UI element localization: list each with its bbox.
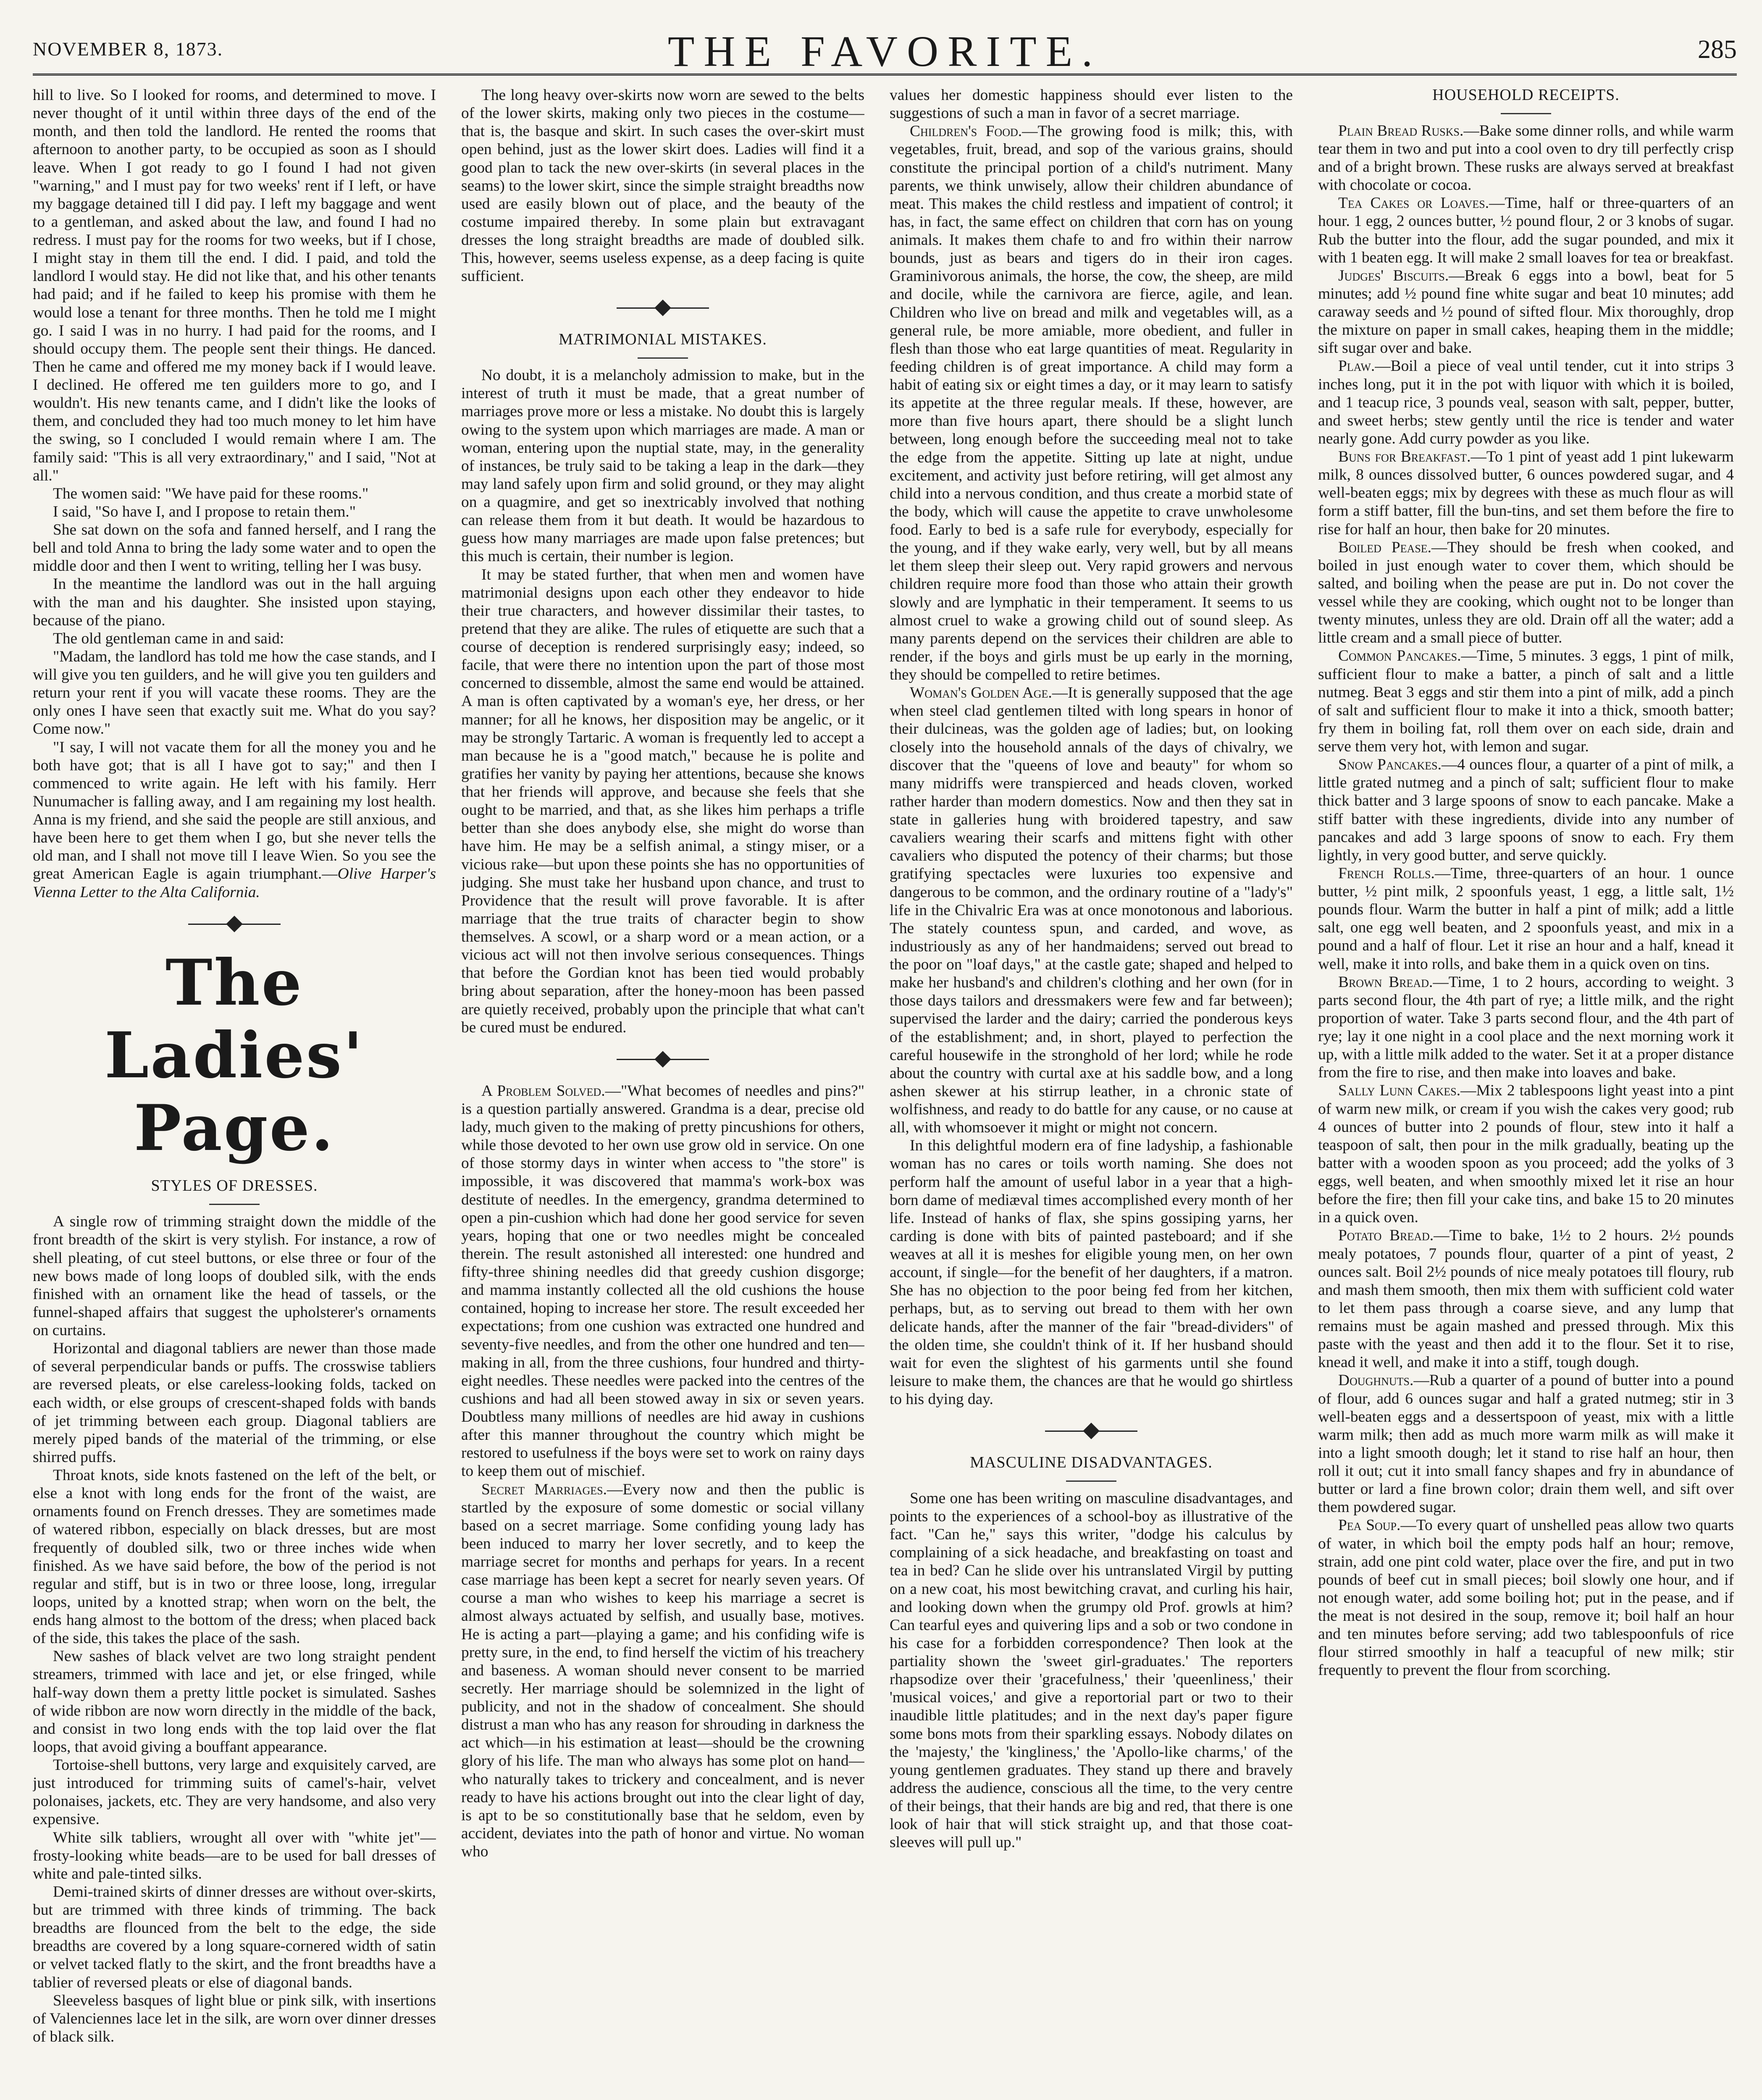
section-rule <box>209 1204 260 1205</box>
recipe-text: —Boil a piece of veal until tender, cut it into strips 3 inches long, put it in the pot with liquor with which it is boiled, and 1 teacup rice, 3 pounds veal, season with salt, pepper, butter, and sweet herbs; stew gently until the rice is tender and water nearly gone. Add curry powder as you like. <box>1318 357 1734 447</box>
styles-paragraph: A single row of trimming straight down the middle of the front breadth of the skirt is very stylish. For instance, a row of shell pleating, of cut steel buttons, or else three or four of the new bows made of long loops of doubled silk, with the ends finished with an ornament like the head of tassels, or the funnel-shaped affairs that suggest the upholsterer's ornaments on curtains. <box>33 1213 436 1339</box>
secret-text: —Every now and then the public is startled by the exposure of some domestic or social villany based on a secret marriage. Some confiding young lady has been induced to marry her lover secretly, and to keep the marriage secret for months and perhaps for years. In a recent case marriage has been kept a secret for nearly seven years. Of course a man who wishes to keep his marriage a secret is almost always actuated by selfish, and usually base, motives. He is acting a part—playing a game; and his confiding wife is pretty sure, in the end, to find herself the victim of his treachery and baseness. A woman should never consent to be married secretly. Her marriage should be solemnized in the light of publicity, and not in the shadow of concealment. She should distrust a man who has any reason for shrouding in darkness the act which—in his estimation at least—should be the crowning glory of his life. The man who always has some plot on hand—who naturally takes to trickery and concealment, and is never ready to have his actions brought out into the clear light of day, is apt to be so constitutionally base that he seldom, even by accident, deviates into the path of honor and virtue. No woman who <box>461 1480 864 1861</box>
recipe-text: —Rub a quarter of a pound of butter into a pound of flour, add 6 ounces sugar and half a grated nutmeg; stir in 3 well-beaten eggs and a dessertspoon of yeast, mix with a little warm milk; then add as much more warm milk as will make it into a light smooth dough; let it stand to rise half an hour, then roll it out; cut it into small fancy shapes and fry in abundance of butter or lard a fine brown color; drain them well, and sift over them powdered sugar. <box>1318 1372 1734 1516</box>
story-paragraph: The old gentleman came in and said: <box>53 630 284 647</box>
ladies-page-title: The Ladies' Page. <box>104 945 365 1165</box>
styles-paragraph: Sleeveless basques of light blue or pink silk, with insertions of Valenciennes lace let in the silk, are worn over dinner dresses of black silk. <box>33 1992 436 2045</box>
matrimonial-paragraph: It may be stated further, that when men and women have matrimonial designs upon each other they endeavor to hide their true characters, and however dissimilar their tastes, to pretend that they are alike. The rules of etiquette are such that a course of deception is rendered surprisingly easy; indeed, so facile, that were there no intention upon the part of those most concerned to dissemble, almost the same end would be attained. A man is often captivated by a woman's eye, her dress, or her manner; for all he knows, her disposition may be angelic, or it may be strongly Tartaric. A woman is frequently led to accept a man because he is a "good match," because he is polite and gratifies her vanity by paying her attentions, because she knows that her friends will approve, and because she feels that she ought to be married, and that, as she likes him perhaps a trifle better than she does anybody else, she might do worse than have him. He may be a selfish animal, a stingy miser, or a vicious rake—but upon these points she has no opportunities of judging. She must take her husband upon chance, and trust to Providence that the result will prove favorable. It is after marriage that the true traits of character begin to show themselves. A scowl, or a sharp word or a mean action, or a vicious act will not then involve serious consequences. Things that before the Gordian knot has been tied would probably bring about separation, after the honey-moon has been passed are quietly received, probably upon the principle that what can't be cured must be endured. <box>461 566 864 1036</box>
recipe-item <box>1318 647 1734 756</box>
recipe-text: —Time, half or three-quarters of an hour. 1 egg, 2 ounces butter, ½ pound flour, 2 or 3 knobs of sugar. Rub the butter into the flour, add the sugar pounded, and mix it with 1 beaten egg. It will make 2 small loaves for tea or breakfast. <box>1318 194 1734 266</box>
recipe-text: —Time, 5 minutes. 3 eggs, 1 pint of milk, sufficient flour to make a batter, a pinch of salt and a little nutmeg. Beat 3 eggs and stir them into a pint of milk, add a pinch of salt and sufficient flour to make it into a thick, smooth batter; fry them in boiling fat, roll them over on each side, drain and serve them very hot, with lemon and sugar. <box>1318 647 1734 756</box>
page-number: 285 <box>1698 35 1737 64</box>
section-ornament <box>617 1051 709 1068</box>
recipe-text: —To 1 pint of yeast add 1 pint lukewarm milk, 8 ounces dissolved butter, 6 ounces powdered sugar, and 4 well-beaten eggs; mix by degrees with these as much flour as will form a stiff batter, fill the bun-tins, and set them before the fire to rise for half an hour, then bake for 20 minutes. <box>1318 448 1734 538</box>
masculine-paragraph: Some one has been writing on masculine disadvantages, and points to the experiences of a school-boy as illustrative of the fact. "Can he," says this writer, "dodge his calculus by complaining of a sick headache, and breakfasting on toast and tea in bed? Can he slide over his untranslated Virgil by putting on a new coat, his most bewitching cravat, and curling his hair, and looking down when the grumpy old Prof. growls at him? Can tearful eyes and quivering lips and a sob or two condone in his case for a forbidden correspondence? Then look at the partiality shown the 'sweet girl-graduates.' The reporters rhapsodize over their 'gracefulness,' their 'queenliness,' their 'musical voices,' and give a reportorial part or two to their inaudible little platitudes; and in the next day's paper figure some bons mots from their sparkling essays. Nobody dilates on the 'majesty,' the 'kingliness,' the 'Apollo-like charms,' of the young gentlemen graduates. They stand up there and bravely address the audience, conscious all the time, to the very centre of their beings, that their hands are big and red, that there is one look of hair that will stick straight up, and that those coat-sleeves will pull up." <box>890 1489 1293 1851</box>
recipe-item <box>1318 973 1734 1082</box>
story-paragraph: The women said: "We have paid for these rooms." <box>53 485 369 502</box>
story-text: "I say, I will not vacate them for all the money you and he both have got; that is all I have got to say;" and then I commenced to write again. He left with his family. Herr Nunumacher is falling away, and I am regaining my lost health. Anna is my friend, and she said the people are still anxious, and have been here to get them when I go, but she never tells the old man, and I shall not move till I leave Wien. So you see the great American Eagle is again triumphant.— <box>33 738 436 883</box>
recipe-item <box>1318 122 1734 194</box>
recipe-item <box>1318 357 1734 448</box>
column-3 <box>890 86 1293 2100</box>
recipe-name: Plain Bread Rusks. <box>1338 122 1464 139</box>
styles-paragraph: White silk tabliers, wrought all over with "white jet"—frosty-looking white beads—are to be used for ball dresses of white and pale-tinted silks. <box>33 1829 436 1882</box>
section-title-styles: STYLES OF DRESSES. <box>151 1177 318 1195</box>
golden-text: —It is generally supposed that the age when steel clad gentlemen tilted with long spears in honor of their dulcineas, was the golden age of ladies; but, on looking closely into the household annals of the days of chivalry, we discover that the "queens of love and beauty" for whom so many midriffs were transpierced and heads cloven, worked rather harder than modern domestics. Now and then they sat in state in galleries hung with broidered tapestry, and saw cavaliers wearing their scarfs and mittens fight with other cavaliers who disputed the potency of their charms; but those gratifying spectacles were luxuries too expensive and dangerous to be common, and the ordinary routine of a "lady's" life in the Chivalric Era was at once monotonous and laborious. The stately countess spun, and carded, and wove, as industriously as any of her handmaidens; served out bread to the poor on "loaf days," at the castle gate; shaped and helped to make her husband's and children's clothing and her own (for in those days tailors and dressmakers were few and far between); supervised the larder and the dairy; carried the ponderous keys of the establishment; and, in short, played to perfection the careful housewife in the stronghold of her lord; while he rode about the country with curtal axe at his saddle bow, and a long ashen skewer at his stirrup leather, in a chronic state of wolfishness, and ready to do battle for any cause, or no cause at all, with whomsoever it might or might not concern. <box>890 684 1293 1137</box>
recipe-name: Buns for Breakfast. <box>1338 448 1471 466</box>
matrimonial-paragraph: No doubt, it is a melancholy admission to make, but in the interest of truth it must be made, that a great number of marriages prove more or less a mistake. No doubt this is largely owing to the system upon which marriages are made. A man or woman, entering upon the nuptial state, may, in the generality of instances, be truly said to be taking a leap in the dark—they may land safely upon firm and solid ground, or they may alight on a quagmire, and get so inextricably involved that nothing can release them from it but death. It would be hazardous to guess how many marriages are made upon false pretences; but this much is certain, their number is legion. <box>461 367 864 565</box>
section-title-household: HOUSEHOLD RECEIPTS. <box>1432 86 1620 104</box>
children-heading: Children's Food. <box>910 123 1022 140</box>
story-paragraph: "Madam, the landlord has told me how the case stands, and I will give you ten guilders, and he will give you ten guilders and return your rent if you will vacate these rooms. They are the only ones I have seen that exactly suit me. What do you say? Come now." <box>33 648 436 738</box>
story-paragraph: I said, "So have I, and I propose to retain them." <box>53 503 356 520</box>
recipe-text: —Bake some dinner rolls, and while warm tear them in two and put into a cool oven to dry till perfectly crisp and of a bright brown. These rusks are always served at breakfast with chocolate or cocoa. <box>1318 122 1734 194</box>
story-paragraph: hill to live. So I looked for rooms, and determined to move. I never thought of it until within three days of the end of the month, and then told the landlord. He rented the rooms that afternoon to another party, to be occupied as soon as I should leave. When I got ready to go I found I had not given "warning," and I must pay for two weeks' rent if I left, or have my baggage detained till I did pay. I left my baggage and went to a gentleman, and asked about the law, and found I had no redress. I must pay for the rooms for two weeks, but if I chose, I might stay in them till the end. I did. I paid, and told the landlord I would stay. He did not like that, and his other tenants had paid; and if he failed to keep his promise with them he would lose a tenant for three months. Then he told me I might go. I said I was in no hurry. I had paid for the rooms, and I should occupy them. The people sent their things. He danced. Then he came and offered me my money back if I would leave. I declined. He offered me ten guilders more to go, and I wouldn't. His new tenants came, and I didn't like the looks of them, and concluded they had too much money to let him have the swing, so I concluded I would remain where I am. The family said: "This is all very extraordinary," and I said, "Not at all." <box>33 87 436 484</box>
recipe-name: Common Pancakes. <box>1338 647 1461 665</box>
recipe-text: —Time, 1 to 2 hours, according to weight. 3 parts second flour, the 4th part of rye; a little milk, and the right proportion of water. Take 3 parts second flour, and the 4th part of rye; lay it one night in a cool place and the next morning work it up, with a little milk added to the water. Set it at a proper distance from the fire to rise, and then make into loaves and bake. <box>1318 973 1734 1082</box>
problem-heading: A Problem Solved. <box>481 1082 605 1100</box>
recipe-name: Brown Bread. <box>1338 973 1433 991</box>
recipe-item <box>1318 194 1734 267</box>
recipe-item <box>1318 1226 1734 1371</box>
recipe-text: —Break 6 eggs into a bowl, beat for 5 minutes; add ½ pound fine white sugar and beat 10 minutes; add caraway seeds and ½ pound of sifted flour. Mix thoroughly, drop the mixture on paper in small cakes, heaping them in the middle; sift sugar over and bake. <box>1318 267 1734 357</box>
story-paragraph: In the meantime the landlord was out in the hall arguing with the man and his daughter. She insisted upon staying, because of the piano. <box>33 575 436 629</box>
recipe-name: Boiled Pease. <box>1338 538 1432 556</box>
recipe-item <box>1318 756 1734 864</box>
recipe-name: Doughnuts. <box>1338 1372 1414 1389</box>
problem-text: —"What becomes of needles and pins?" is a question partially answered. Grandma is a dear, precise old lady, much given to the making of pretty pincushions for others, while those devoted to her own use grow old in service. On one of those stormy days in winter when access to "the store" is impossible, it was discovered that mamma's work-box was destitute of needles. In the emergency, grandma determined to open a pin-cushion which had done her good service for seven years, hoping that one or two needles might be concealed therein. The result astonished all interested: one hundred and fifty-three shining needles did that greedy cushion disgorge; and mamma instantly collected all the old cushions the house contained, hoping to increase her store. The result exceeded her expectations; from one cushion was extracted one hundred and seventy-five needles, and from the other one hundred and ten—making in all, from the three cushions, four hundred and thirty-eight needles. These needles were packed into the centres of the cushions and had all been stowed away in six or seven years. Doubtless many millions of needles are hid away in cushions after this manner throughout the country which might be restored to usefulness if the boys were set to work on rainy days to keep them out of mischief. <box>461 1082 864 1480</box>
section-ornament <box>1045 1423 1137 1439</box>
golden-heading: Woman's Golden Age. <box>910 684 1052 702</box>
section-ornament <box>617 299 709 316</box>
issue-date: NOVEMBER 8, 1873. <box>33 38 223 60</box>
recipe-list <box>1318 122 1734 1680</box>
column-2 <box>461 86 864 2100</box>
recipe-item <box>1318 864 1734 973</box>
recipe-text: —Time, three-quarters of an hour. 1 ounce butter, ½ pint milk, 2 spoonfuls yeast, 1 egg, a little salt, 1½ pounds flour. Warm the butter in half a pint of milk; add a little salt, one egg well beaten, and 2 spoonfuls yeast, and mix in a pound and a half of flour. Let it rise an hour and a half, knead it well, make it into rolls, and bake them in a quick oven on tins. <box>1318 864 1734 973</box>
golden-paragraph <box>890 684 1293 1137</box>
styles-paragraph: New sashes of black velvet are two long straight pendent streamers, trimmed with lace and jet, or else fringed, while half-way down them a pretty little pocket is simulated. Sashes of wide ribbon are now worn directly in the middle of the back, and consist in two long ends with the top laid over the flat loops, that avoid giving a bouffant appearance. <box>33 1648 436 1756</box>
column-4 <box>1318 86 1734 2100</box>
recipe-name: Judges' Biscuits. <box>1338 267 1449 284</box>
recipe-item <box>1318 538 1734 647</box>
recipe-text: —Mix 2 tablespoons light yeast into a pint of warm new milk, or cream if you wish the cakes very good; rub 4 ounces of butter into 2 pounds of flour, stew into it half a teaspoon of salt, then pour in the milk gradually, beating up the batter with a wooden spoon as you proceed; add the yolks of 3 eggs, well beaten, and when smoothly mixed let it rise an hour before the fire; then fill your cake tins, and bake 15 to 20 minutes in a quick oven. <box>1318 1082 1734 1226</box>
recipe-name: Snow Pancakes. <box>1338 756 1442 774</box>
recipe-item <box>1318 1082 1734 1226</box>
story-paragraph <box>33 738 436 901</box>
page-header <box>33 23 1737 76</box>
styles-paragraph: Tortoise-shell buttons, very large and exquisitely carved, are just introduced for trimming suits of camel's-hair, velvet polonaises, jackets, etc. They are very handsome, and also very expensive. <box>33 1756 436 1828</box>
recipe-name: French Rolls. <box>1338 864 1435 882</box>
section-rule <box>1501 113 1551 114</box>
secret-continued: values her domestic happiness should ever listen to the suggestions of such a man in favor of a secret marriage. <box>890 87 1293 122</box>
recipe-text: —Time to bake, 1½ to 2 hours. 2½ pounds mealy potatoes, 7 pounds flour, quarter of a pint of yeast, 2 ounces salt. Boil 2½ pounds of nice mealy potatoes till floury, rub and mash them smooth, then mix them with sufficient cold water to let them pass through a coarse sieve, and any lump that remains must be again mashed and pressed through. Mix this paste with the yeast and then add it to the flour. Set it to rise, knead it well, and make it into a stiff, tough dough. <box>1318 1227 1734 1371</box>
styles-paragraph: Demi-trained skirts of dinner dresses are without over-skirts, but are trimmed with three kinds of trimming. The back breadths are flounced from the belt to the edge, the side breadths are covered by a long square-cornered width of satin or velvet tacked flatly to the skirt, and the front breadths have a tablier of reversed pleats or else of diagonal bands. <box>33 1883 436 1991</box>
recipe-name: Potato Bread. <box>1338 1227 1434 1244</box>
problem-paragraph <box>461 1082 864 1480</box>
secret-paragraph <box>461 1480 864 1861</box>
story-paragraph: She sat down on the sofa and fanned herself, and I rang the bell and told Anna to bring the lady some water and to open the middle door and then I went to writing, telling her I was busy. <box>33 521 436 575</box>
styles-paragraph: Horizontal and diagonal tabliers are newer than those made of several perpendicular bands or puffs. The crosswise tabliers are reversed pleats, or else careless-looking folds, tacked on each width, or else groups of crescent-shaped folds with bands of jet trimming between each group. Diagonal tabliers are merely piped bands of the material of the trimming, or else shirred puffs. <box>33 1340 436 1466</box>
section-title-matrimonial: MATRIMONIAL MISTAKES. <box>559 331 767 349</box>
recipe-item <box>1318 1371 1734 1516</box>
article-signature: Olive Harper's Vienna Letter to the Alta California. <box>33 865 436 901</box>
section-ornament <box>188 916 281 932</box>
recipe-name: Sally Lunn Cakes. <box>1338 1082 1461 1100</box>
section-rule <box>638 357 688 359</box>
children-text: —The growing food is milk; this, with vegetables, fruit, bread, and sop of the various grains, should constitute the principal portion of a child's nutriment. Many parents, we think unwisely, allow their children abundance of meat. This makes the child restless and impatient of control; it has, in fact, the same effect on children that corn has on young animals. It makes them chafe to and fro within their narrow bounds, just as bears and tigers do in their iron cages. Graminivorous animals, the horse, the cow, the sheep, are mild and docile, while the carnivora are fierce, agile, and lean. Children who live on bread and milk and vegetables will, as a general rule, be more amiable, more obedient, and fuller in flesh than those who eat large quantities of meat. Regularity in feeding children is of great importance. A child may form a habit of eating six or eight times a day, or it may learn to satisfy its appetite at the three regular meals. If these, however, are more than five hours apart, there should be a slight lunch between, long enough before the succeeding meal not to take the edge from the appetite. Sitting up late at night, undue excitement, and activity just before retiring, will get almost any child into a nervous condition, and thus create a morbid state of the body, which will cause the appetite to crave unwholesome food. Early to bed is a safe rule for everybody, especially for the young, and if they wake early, very well, but by all means let them sleep their sleep out. Very rapid growers and nervous children require more food than those who attain their growth slowly and are lymphatic in their temperament. It seems to us almost cruel to wake a growing child out of sound sleep. As many parents depend on the services their children are able to render, if the boys and girls must be up early in the morning, they should be compelled to retire betimes. <box>890 123 1293 683</box>
recipe-text: —To every quart of unshelled peas allow two quarts of water, in which boil the empty pods half an hour; remove, strain, add one pint cold water, place over the fire, and put in two pounds of beef cut in small pieces; boil slowly one hour, and if not enough water, add some boiling hot; put in the pease, and if the meat is not desired in the soup, remove it; boil half an hour and ten minutes before serving; add two tablespoonfuls of rice flour stirred smoothly in half a teacupful of new milk; stir frequently to prevent the flour from scorching. <box>1318 1517 1734 1679</box>
recipe-name: Pea Soup. <box>1338 1517 1401 1534</box>
overskirt-paragraph: The long heavy over-skirts now worn are sewed to the belts of the lower skirts, making only two pieces in the costume—that is, the basque and skirt. In such cases the over-skirt must open behind, just as the lower skirt does. Ladies will find it a good plan to tack the new over-skirts (in several places in the seams) to the lower skirt, since the simple straight breadths now used are easily blown out of place, and the beauty of the costume impaired thereby. In some plain but extravagant dresses the long straight breadths are made of doubled silk. This, however, seems useless expense, as a deep facing is quite sufficient. <box>461 87 864 285</box>
recipe-item <box>1318 448 1734 538</box>
section-rule <box>1066 1480 1116 1482</box>
column-1 <box>33 86 436 2100</box>
recipe-text: —They should be fresh when cooked, and boiled in just enough water to cover them, which should be salted, and boiling when the pease are put in. Do not cover the vessel while they are cooking, which ought not to be longer than twenty minutes, unless they are old. Drain off all the water; add a little cream and a small piece of butter. <box>1318 538 1734 647</box>
styles-paragraph: Throat knots, side knots fastened on the left of the belt, or else a knot with long ends for the front of the waist, are ornaments found on French dresses. They are sometimes made of watered ribbon, especially on black dresses, but are most frequently of doubled silk, two or three inches wide when finished. As we have said before, the bow of the period is not regular and stiff, but is in two or three loose, long, irregular loops, united by a knotted strap; when worn on the belt, the ends hang almost to the bottom of the dress; when placed back of the side, this takes the place of the sash. <box>33 1467 436 1647</box>
recipe-item <box>1318 267 1734 357</box>
recipe-item <box>1318 1516 1734 1679</box>
masthead-title: THE FAVORITE. <box>667 27 1102 76</box>
recipe-name: Plaw. <box>1338 357 1375 375</box>
golden-paragraph: In this delightful modern era of fine ladyship, a fashionable woman has no cares or toils worth naming. She does not perform half the amount of useful labor in a year that a high-born dame of mediæval times accomplished every month of her life. Instead of hanks of flax, she spins gossiping yarns, her carding is done with bits of painted pasteboard; and if she weaves at all it is meshes for eligible young men, on her own account, if single—for the benefit of her daughters, if a matron. She has no objection to the poor being fed from her kitchen, perhaps, but, as to serving out bread to them with her own delicate hands, after the manner of the fair "bread-dividers" of the olden time, she couldn't think of it. If her husband should wait for even the slightest of his garments until she found leisure to make them, the chances are that he would go shirtless to his dying day. <box>890 1137 1293 1408</box>
recipe-text: —4 ounces flour, a quarter of a pint of milk, a little grated nutmeg and a pinch of salt; sufficient flour to make thick batter and 3 large spoons of snow to each pancake. Make a stiff batter with these ingredients, divide into any number of pancakes and add 3 large spoons of snow to each. Fry them lightly, in very good butter, and serve quickly. <box>1318 756 1734 864</box>
children-paragraph <box>890 122 1293 684</box>
secret-heading: Secret Marriages. <box>481 1480 607 1498</box>
recipe-name: Tea Cakes or Loaves. <box>1338 194 1489 212</box>
section-title-masculine: MASCULINE DISADVANTAGES. <box>970 1454 1213 1472</box>
